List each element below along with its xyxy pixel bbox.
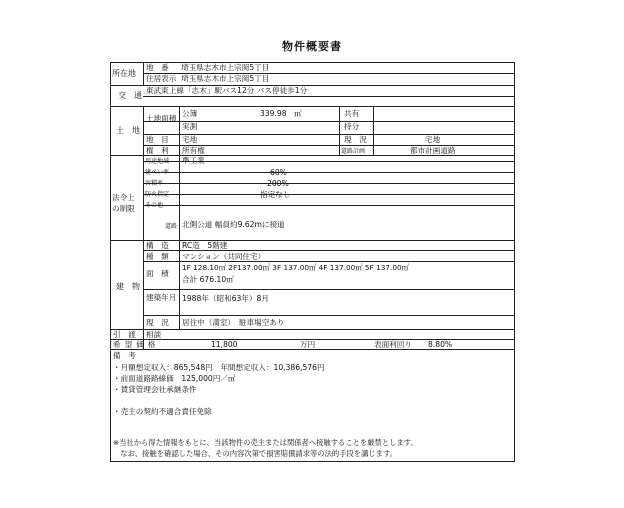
delivery-label: 引 渡 xyxy=(113,330,136,339)
area-label: 面 積 xyxy=(146,269,169,278)
yield-label: 表面利回り xyxy=(374,340,412,349)
delivery-value: 相談 xyxy=(146,330,162,339)
transport-value: 東武東上線「志木」駅バス12分 バス停徒歩1分 xyxy=(146,86,308,95)
current-value: 宅地 xyxy=(425,135,441,144)
price-amount: 11,800 xyxy=(211,340,238,349)
road-label: 道路 xyxy=(165,223,178,230)
section-divider xyxy=(110,329,515,330)
remarks-line: ・前面道路路線価 125,000円／㎡ xyxy=(113,374,236,383)
rights-label: 権 利 xyxy=(146,146,169,155)
table-border xyxy=(110,62,515,63)
zoning-value: 準工業 xyxy=(182,156,205,165)
road-value: 北側公道 幅員約9.62mに接道 xyxy=(182,220,285,229)
category-law: 法令上の制限 xyxy=(112,193,135,213)
lot-label: 地 番 xyxy=(146,63,169,72)
remarks-line: ・賃貸管理会社承継条件 xyxy=(113,385,197,394)
disclaimer-line: ※当社から得た情報をもとに、当該物件の売主または関係者へ接触することを厳禁とします。 xyxy=(113,438,418,447)
share-label: 持分 xyxy=(344,122,360,131)
terrain-label: 地 目 xyxy=(146,135,169,144)
section-divider xyxy=(110,106,515,107)
public-label: 公簿 xyxy=(182,109,198,118)
remarks-heading: 備 考 xyxy=(113,351,136,360)
table-border xyxy=(110,461,515,462)
address-value: 埼玉県志木市上宗岡5丁目 xyxy=(181,74,270,83)
structure-value: RC造 5階建 xyxy=(182,241,228,250)
public-area-value: 339.98 ㎡ xyxy=(260,109,302,118)
category-transport: 交 通 xyxy=(118,91,142,100)
category-location: 所在地 xyxy=(112,69,136,78)
built-label: 建築年月 xyxy=(146,293,177,302)
disclaimer-line: なお、接触を確認した場合、その内容次第で損害賠償請求等の法的手段を講じます。 xyxy=(113,449,397,458)
type-label: 種 類 xyxy=(146,252,169,261)
current-label: 現 況 xyxy=(344,135,367,144)
remarks-line: ・月額想定収入：865,548円 年間想定収入：10,386,576円 xyxy=(113,363,325,372)
zoning-label: 用途地域 xyxy=(145,158,170,165)
road-plan-label: 道路計画 xyxy=(341,148,366,155)
property-summary-sheet xyxy=(110,62,515,462)
table-border xyxy=(514,62,515,462)
remarks-line: ・売主の契約不適合責任免除 xyxy=(113,407,212,416)
other-label: その他 xyxy=(145,202,164,209)
category-land: 土 地 xyxy=(116,126,140,135)
area-total: 合計 676.10㎡ xyxy=(182,275,234,284)
table-border xyxy=(110,62,111,462)
yield-value: 8.80% xyxy=(428,340,453,349)
shared-label: 共有 xyxy=(344,109,360,118)
built-value: 1988年（昭和63年）8月 xyxy=(182,294,269,303)
status-value: 居住中（満室） 駐車場空あり xyxy=(182,318,285,327)
far-label: 容積率 xyxy=(145,180,164,187)
price-label: 希望価格 xyxy=(113,340,160,349)
type-value: マンション（共同住宅） xyxy=(182,252,266,261)
price-unit: 万円 xyxy=(300,340,316,349)
section-divider xyxy=(110,240,515,241)
lot-value: 埼玉県志木市上宗岡5丁目 xyxy=(181,63,270,72)
fire-value: 指定なし xyxy=(260,190,291,199)
far-value: 200% xyxy=(267,179,289,188)
category-building: 建 物 xyxy=(116,282,140,291)
status-label: 現 況 xyxy=(146,318,169,327)
structure-label: 構 造 xyxy=(146,241,169,250)
area-value: 1F 128.10㎡ 2F137.00㎡ 3F 137.00㎡ 4F 137.00㎡ 5F 137.00㎡ xyxy=(182,263,409,272)
survey-label: 実測 xyxy=(182,122,198,131)
rights-value: 所有権 xyxy=(182,146,205,155)
bcr-value: 60% xyxy=(270,168,287,177)
land-area-label: 土地面積 xyxy=(146,114,177,123)
terrain-value: 宅地 xyxy=(182,135,198,144)
road-plan-value: 都市計画道路 xyxy=(410,146,456,155)
bcr-label: 建ぺい率 xyxy=(145,169,170,176)
fire-label: 防火指定 xyxy=(145,191,170,198)
document-title: 物件概要書 xyxy=(282,40,342,53)
address-label: 住居表示 xyxy=(146,74,177,83)
